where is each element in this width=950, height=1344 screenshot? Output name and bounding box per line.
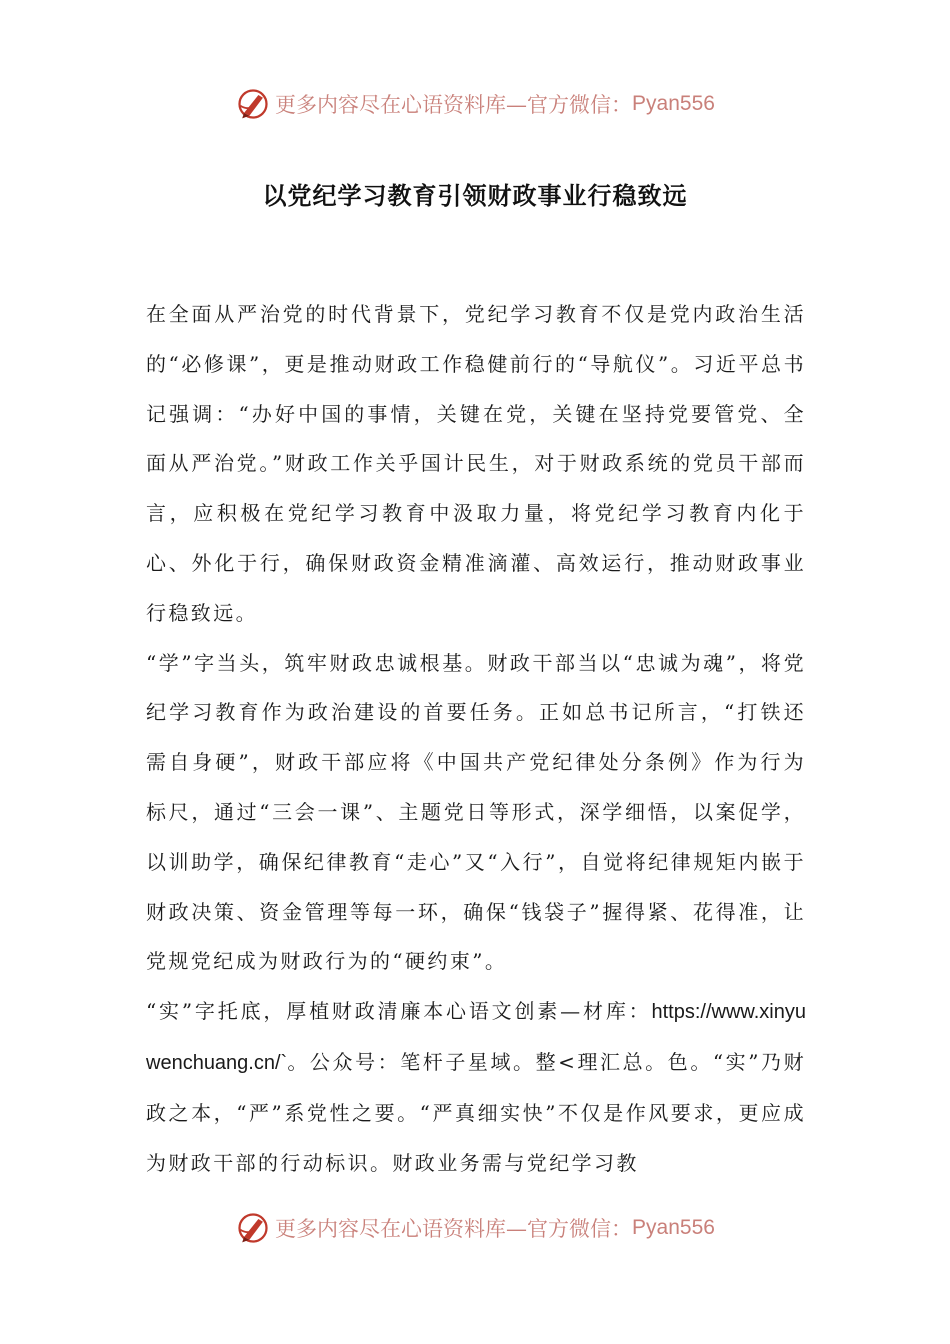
- header-wechat-id: Pyan556: [632, 92, 715, 115]
- paragraph-2: “学”字当头，筑牢财政忠诚根基。财政干部当以“忠诚为魂”，将党纪学习教育作为政治建设的首要任务。正如总书记所言，“打铁还需自身硬”，财政干部应将《中国共产党纪律处分条例》作为行为标尺，通过“三会一课”、主题党日等形式，深学细悟，以案促学，以训助学，确保纪律教育“走心”又“入行”，自觉将纪律规矩内嵌于财政决策、资金管理等每一环，确保“钱袋子”握得紧、花得准，让党规党纪成为财政行为的“硬约束”。: [146, 650, 806, 974]
- footer-wechat-id: Pyan556: [632, 1216, 715, 1239]
- pen-logo-icon: [235, 1210, 271, 1246]
- header-banner: [0, 84, 950, 124]
- paragraph-3-tail: 。公众号：笔杆子星域。整<理汇总。色。“实”乃财政之本，“严”系党性之要。“严真细实快”不仅是作风要求，更应成为财政干部的行动标识。财政业务需与党纪学习教: [146, 1049, 806, 1175]
- footer-banner-text: 更多内容尽在心语资料库—官方微信：: [275, 1217, 633, 1241]
- paragraph-3: [146, 987, 806, 1188]
- paragraph-3-url: https://www.xinyuwenchuang.cn/`: [146, 1001, 806, 1074]
- paragraph-1: 在全面从严治党的时代背景下，党纪学习教育不仅是党内政治生活的“必修课”，更是推动财政工作稳健前行的“导航仪”。习近平总书记强调：“办好中国的事情，关键在党，关键在坚持党要管党、全面从严治党。”财政工作关乎国计民生，对于财政系统的党员干部而言，应积极在党纪学习教育中汲取力量，将党纪学习教育内化于心、外化于行，确保财政资金精准滴灌、高效运行，推动财政事业行稳致远。: [146, 302, 806, 625]
- footer-banner: [0, 1208, 950, 1248]
- document-body: [146, 290, 806, 1188]
- pen-logo-icon: [235, 86, 271, 122]
- document-title: 以党纪学习教育引领财政事业行稳致远: [262, 182, 688, 210]
- paragraph-3-head: “实”字托底，厚植财政清廉本心语文创素—材库：: [146, 999, 652, 1024]
- header-banner-text: 更多内容尽在心语资料库—官方微信：: [275, 93, 633, 117]
